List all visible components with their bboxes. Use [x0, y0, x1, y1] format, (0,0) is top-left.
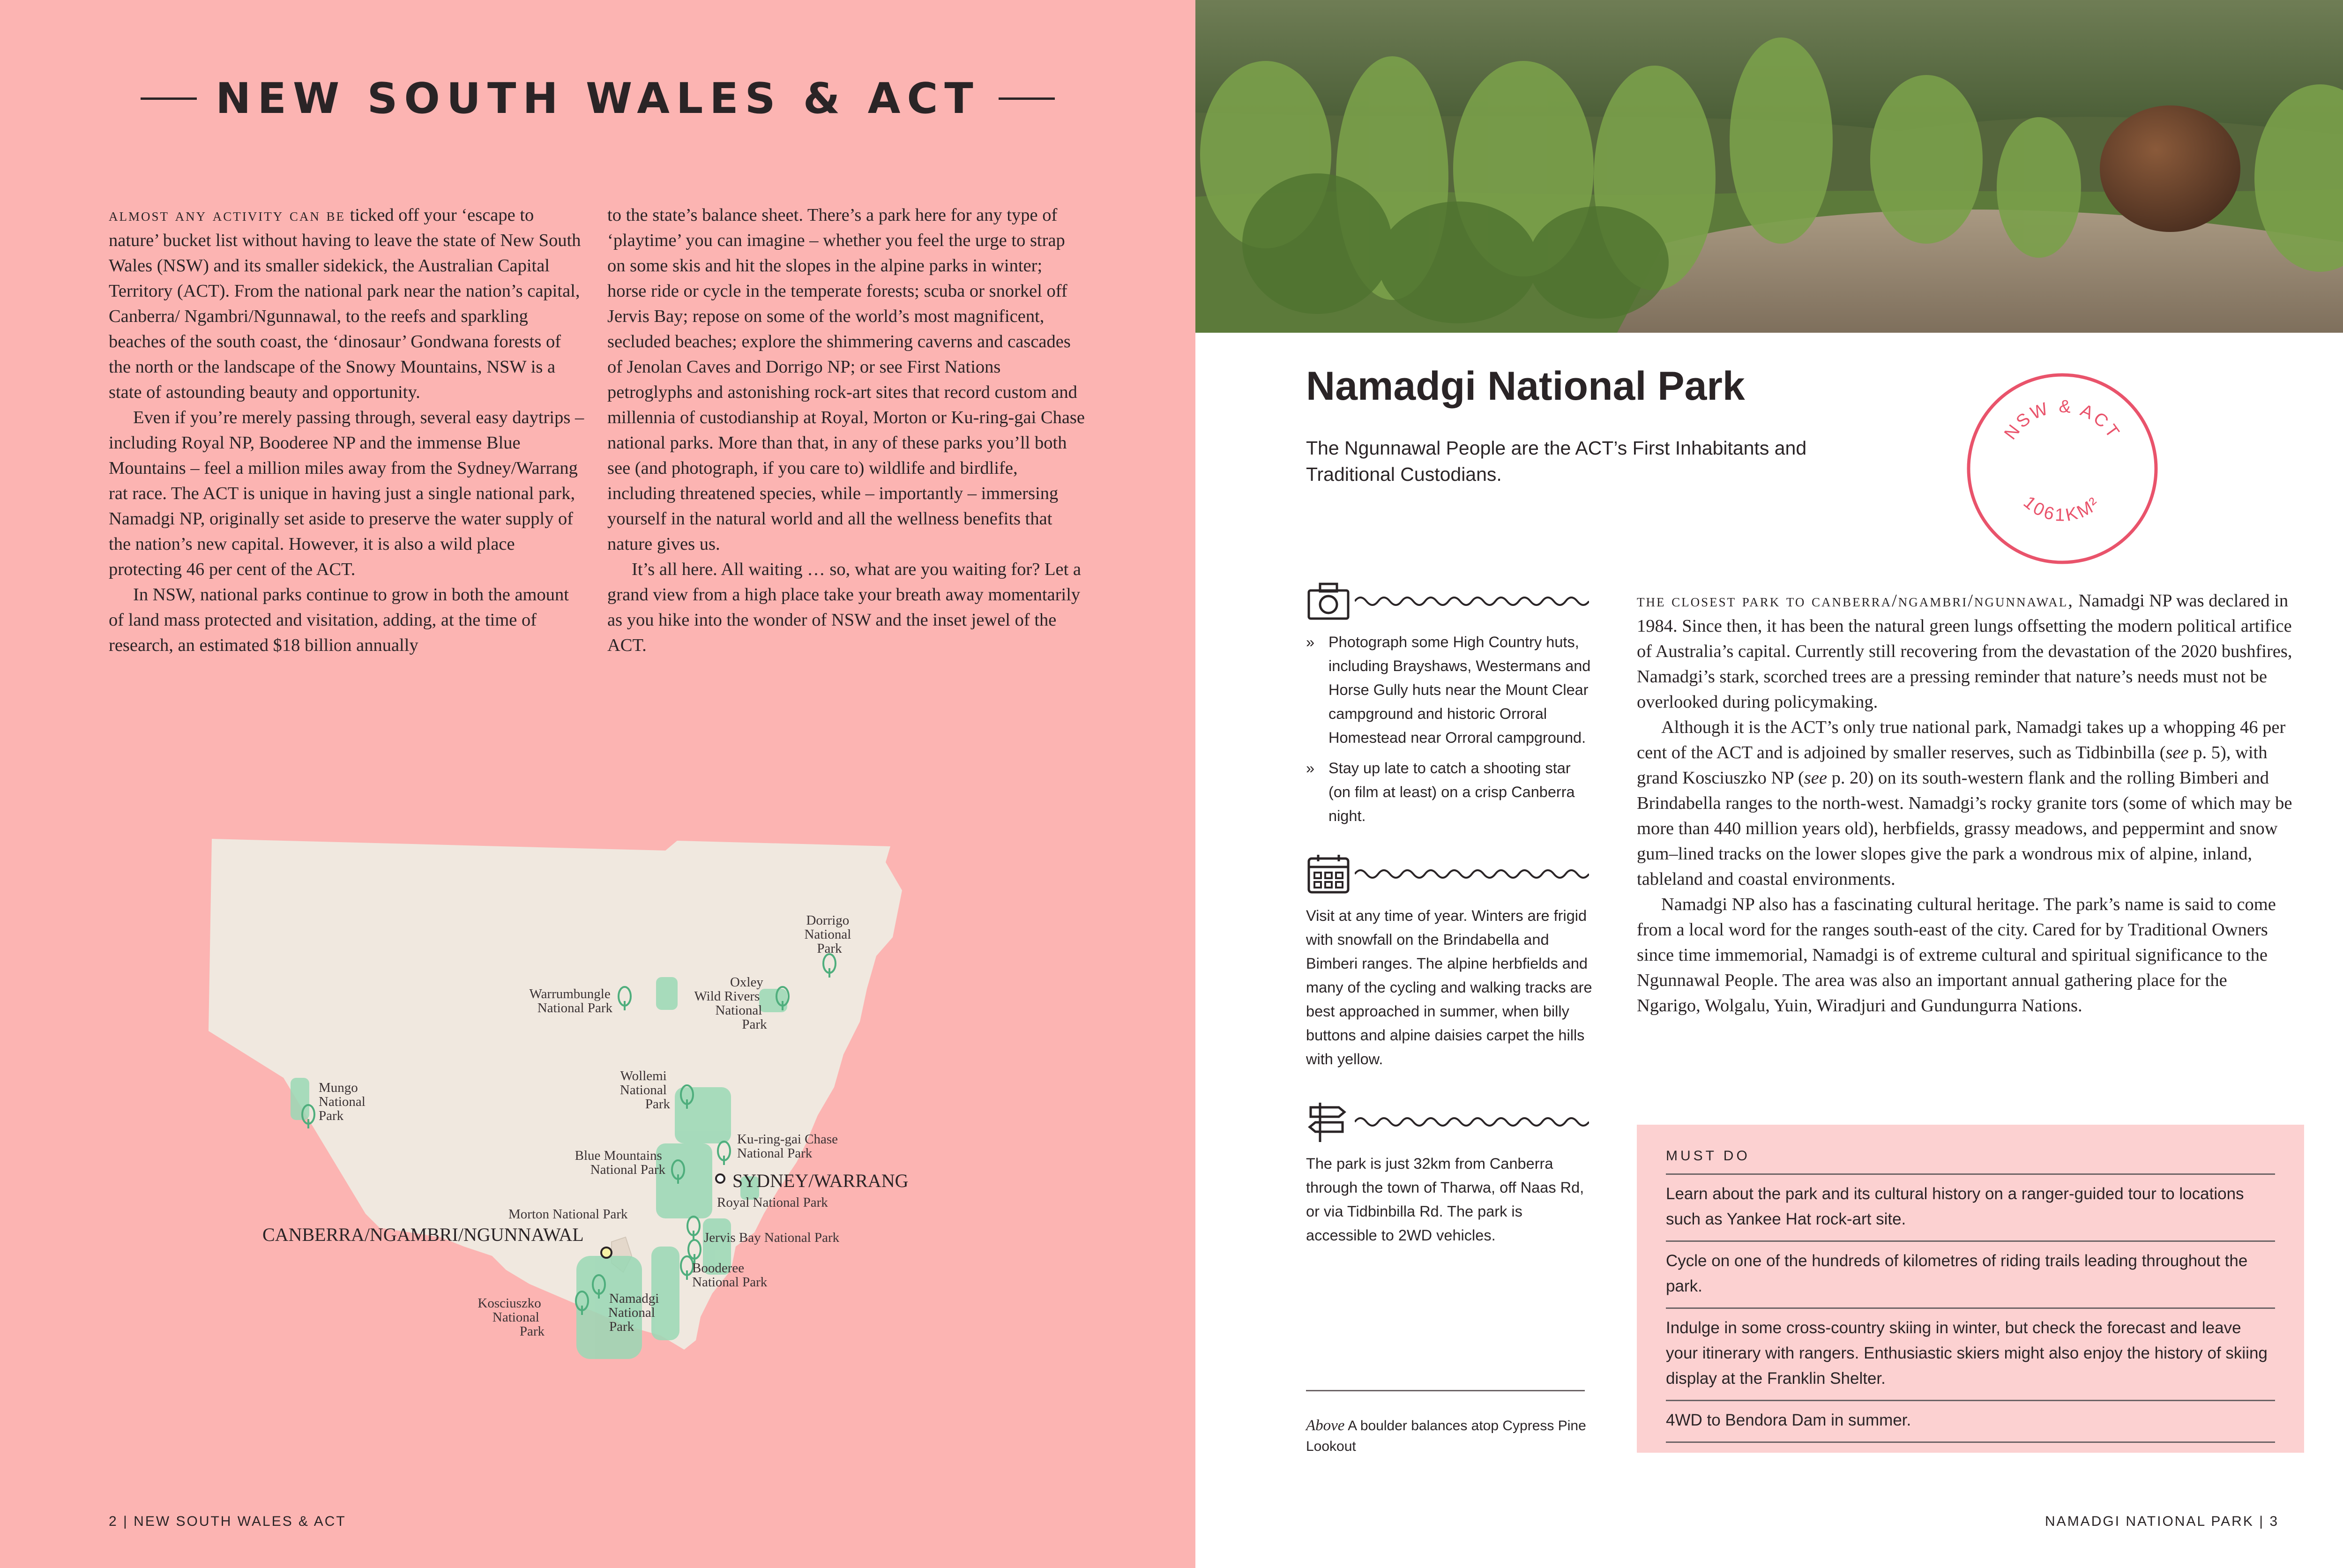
must-do-title: MUST DO: [1666, 1148, 1750, 1164]
list-item: 4WD to Bendora Dam in summer.: [1666, 1401, 2275, 1443]
area-stamp: [1964, 370, 2161, 567]
when-section-header: [1306, 851, 1597, 896]
title-rule-right: [999, 97, 1055, 100]
wave-divider: [1355, 1113, 1589, 1131]
intro-column-1: [109, 202, 587, 658]
nsw-landmass: [209, 839, 902, 1350]
photo-illustration: [1195, 0, 2343, 333]
label-blue-mountains: Blue Mountains National Park: [575, 1148, 665, 1177]
label-booderee: Booderee National Park: [692, 1261, 768, 1290]
map-svg: [187, 834, 947, 1406]
boulder-photo: [1195, 0, 2343, 333]
list-item: Cycle on one of the hundreds of kilometres of riding trails leading throughout the park.: [1666, 1242, 2275, 1309]
signpost-icon: [1306, 1101, 1351, 1143]
wave-divider: [1355, 865, 1589, 883]
intro-paragraph-4: to the state’s balance sheet. There’s a park here for any type of ‘playtime’ you can imagine – whether you feel the urge to strap on some skis and hit the slopes in the alpine parks in winter; horse ride or cycle in the temperate forests; scuba or snorkel off Jervis Bay; repose on some of the world’s most magnificent, secluded beaches; explore the shimmering caverns and cascades of Jenolan Caves and Dorrigo NP; or see First Nations petroglyphs and astonishing rock-art sites that record custom and millennia of custodianship at Royal, Morton or Ku-ring-gai Chase national parks. More than that, in any of these parks you’ll both see (and photograph, if you care to) wildlife and birdlife, including threatened species, while – importantly – immersing yourself in the natural world and all the wellness benefits that nature gives us.: [607, 205, 1085, 554]
canberra-dot: [601, 1247, 612, 1258]
camera-icon: [1306, 580, 1351, 622]
list-item: » Stay up late to catch a shooting star (on film at least) on a crisp Canberra night.: [1306, 756, 1597, 828]
calendar-icon: [1306, 853, 1351, 895]
stamp-top-text: NSW & ACT: [2000, 396, 2125, 444]
article-paragraph-3: Namadgi NP also has a fascinating cultural heritage. The park’s name is said to come from a local word for the ranges south-east of the city. Cared for by Traditional Owners since time immemorial, Namadgi is of extreme cultural and spiritual significance to the Ngunnawal People. The area was also an important annual gathering place for the Ngarigo, Wolgalu, Yuin, Wiradjuri and Gundungurra Nations.: [1637, 895, 2276, 1015]
intro-column-2: [607, 202, 1085, 658]
label-jervis: Jervis Bay National Park: [704, 1230, 840, 1245]
photo-section-header: [1306, 579, 1597, 624]
list-item: » Photograph some High Country huts, including Brayshaws, Westermans and Horse Gully huts near the Mount Clear campground and historic Orroral Homestead near Orroral campground.: [1306, 630, 1597, 750]
getting-there-text: The park is just 32km from Canberra through the town of Tharwa, off Naas Rd, or via Tidbinbilla Rd. The park is accessible to 2WD vehicles.: [1306, 1155, 1584, 1244]
photo-tips-list: [1306, 630, 1597, 828]
caption-rule: [1306, 1390, 1585, 1391]
label-kuringgai: Ku-ring-gai Chase National Park: [737, 1132, 838, 1161]
stamp-bottom-text: 1061KM²: [2019, 492, 2105, 525]
article-paragraph-2: Although it is the ACT’s only true national park, Namadgi takes up a whopping 46 per cent of the ACT and is adjoined by smaller reserves, such as Tidbinbilla (see p. 5), with grand Kosciuszko NP (see p. 20) on its south-western flank and the rolling Bimberi and Brindabella ranges to the north-west. Namadgi’s rocky granite tors (some of which may be more than 440 million years old), herbfields, grassy meadows, and peppermint and snow gum–lined tracks on the lower slopes give the park a wondrous mix of alpine, inland, tableland and coastal environments.: [1637, 717, 2292, 889]
intro-paragraph-1-text: ticked off your ‘escape to nature’ bucket list without having to leave the state of New South Wales (NSW) and its smaller sidekick, the Australian Capital Territory (ACT). From the national park near the nation’s capital, Canberra/ Ngambri/Ngunnawal, to the reefs and sparkling beaches of the south coast, the ‘dinosaur’ Gondwana forests of the north or the landscape of the Snowy Mountains, NSW is a state of astounding beauty and opportunity.: [109, 205, 581, 402]
label-oxley: Oxley Wild Rivers National Park: [694, 975, 767, 1032]
caption-text: A boulder balances atop Cypress Pine Lookout: [1306, 1418, 1586, 1454]
label-dorrigo: Dorrigo National Park: [804, 913, 851, 956]
must-do-list: [1666, 1173, 2275, 1443]
photo-caption: [1306, 1415, 1597, 1457]
footer-left: 2 | NEW SOUTH WALES & ACT: [109, 1514, 346, 1529]
article-paragraph-1-text: Namadgi NP was declared in 1984. Since then, it has been the natural green lungs offsetting the modern political artifice of Australia’s capital. Currently still recovering from the devastation of the 2020 bushfires, Namadgi’s stark, scorched trees are a pressing reminder that nature’s needs must not be overlooked during policymaking.: [1637, 591, 2292, 712]
park-title: Namadgi National Park: [1306, 364, 1745, 409]
section-heading: NEW SOUTH WALES & ACT: [216, 74, 980, 123]
label-warrumbungle: Warrumbungle National Park: [529, 986, 612, 1015]
label-canberra: CANBERRA/NGAMBRI/NGUNNAWAL: [262, 1224, 584, 1245]
caption-lead: Above: [1306, 1417, 1345, 1434]
main-article: [1637, 588, 2293, 1018]
article-lead: the closest park to canberra/ngambri/ngunnawal,: [1637, 591, 2074, 611]
intro-paragraph-5: It’s all here. All waiting … so, what are you waiting for? Let a grand view from a high place take your breath away momentarily as you hike into the wonder of NSW and the inset jewel of the ACT.: [607, 560, 1082, 655]
when-to-visit-text: Visit at any time of year. Winters are frigid with snowfall on the Brindabella and Bimberi ranges. The alpine herbfields and many of the cycling and walking tracks are best approached in summer, when billy buttons and alpine daisies carpet the hills with yellow.: [1306, 907, 1592, 1068]
label-sydney: SYDNEY/WARRANG: [732, 1170, 909, 1191]
must-do-box: [1637, 1125, 2304, 1453]
section-title: [0, 70, 1195, 127]
intro-paragraph-1: [109, 202, 587, 405]
label-mungo: Mungo National Park: [319, 1080, 366, 1123]
info-sidebar: [1306, 579, 1597, 1247]
intro-paragraph-3: In NSW, national parks continue to grow in both the amount of land mass protected and visitation, adding, at the time of research, an estimated $18 billion annually: [109, 585, 569, 655]
label-namadgi: Namadgi National Park: [608, 1291, 659, 1334]
label-morton: Morton National Park: [508, 1207, 628, 1222]
intro-paragraph-2: Even if you’re merely passing through, several easy daytrips – including Royal NP, Booderee NP and the immense Blue Mountains – feel a million miles away from the Sydney/Warrang rat race. The ACT is unique in having just a single national park, Namadgi NP, originally set aside to preserve the water supply of the nation’s new capital. However, it is also a wild place protecting 46 per cent of the ACT.: [109, 408, 584, 579]
title-rule-left: [141, 97, 197, 100]
park-subtitle: The Ngunnawal People are the ACT’s First Inhabitants and Traditional Custodians.: [1306, 437, 1807, 485]
wave-divider: [1355, 592, 1589, 611]
label-wollemi: Wollemi National Park: [619, 1068, 670, 1112]
label-kosciuszko: Kosciuszko National Park: [478, 1296, 545, 1339]
list-item: Learn about the park and its cultural history on a ranger-guided tour to locations such as Yankee Hat rock-art site.: [1666, 1175, 2275, 1242]
article-paragraph-1: [1637, 588, 2293, 715]
right-page: [1195, 0, 2343, 1568]
nsw-act-map: [187, 834, 947, 1406]
sydney-dot: [716, 1174, 724, 1183]
getting-there-header: [1306, 1099, 1597, 1144]
list-item: Indulge in some cross-country skiing in winter, but check the forecast and leave your itinerary with rangers. Enthusiastic skiers might also enjoy the history of skiing display at the Franklin Shelter.: [1666, 1309, 2275, 1401]
footer-right: NAMADGI NATIONAL PARK | 3: [2045, 1514, 2279, 1529]
label-royal: Royal National Park: [717, 1195, 828, 1210]
intro-lead: almost any activity can be: [109, 205, 345, 225]
